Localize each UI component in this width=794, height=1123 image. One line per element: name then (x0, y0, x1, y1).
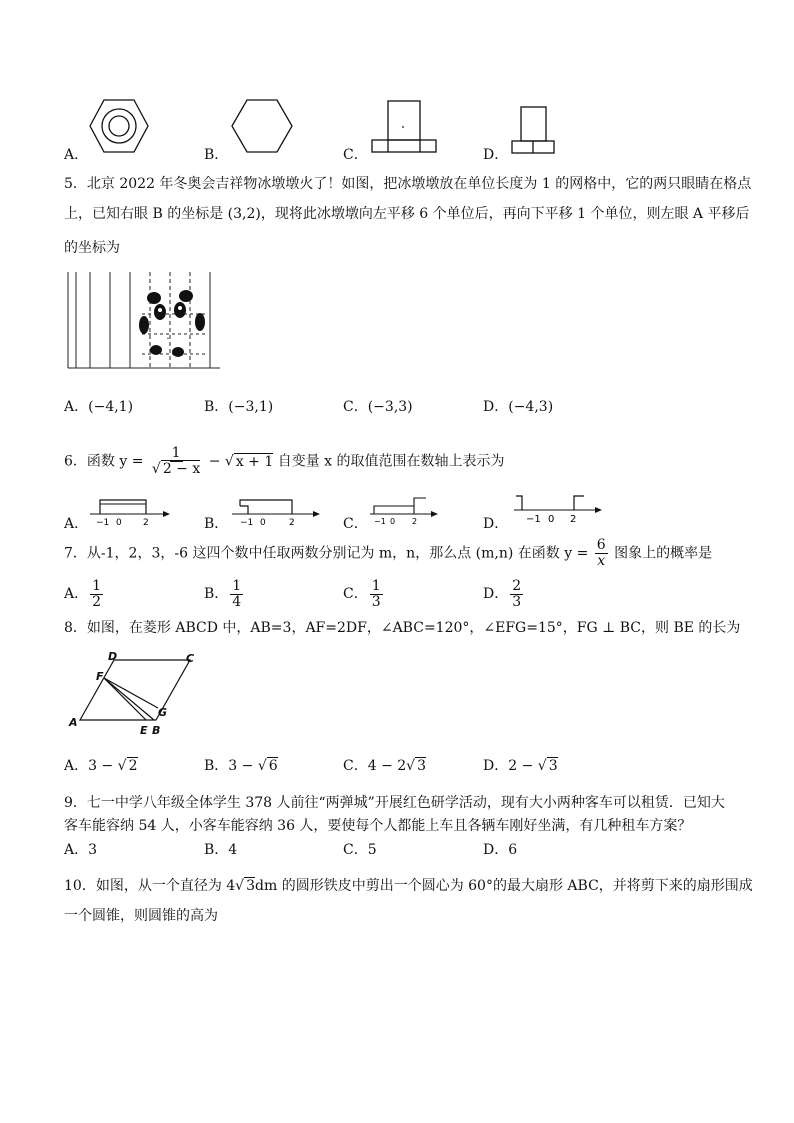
q4-option-b-label: B． (204, 147, 229, 163)
q9-option-b-value: 4 (228, 842, 238, 858)
q8-option-d-pre: 2 − (508, 758, 538, 774)
q6-text: 6．函数 y = $\frac{1}{√ 2 - x}$ − √ x + 1 自变量 x 的取值范围在数轴上表示为 (64, 445, 505, 477)
q6-b-tick-2: 2 (289, 518, 295, 528)
q7-suffix: 图象上的概率是 (614, 545, 713, 562)
panda-icon (139, 290, 205, 357)
q7-option-c-den: 3 (371, 593, 381, 610)
q9-option-a-label: A． (64, 842, 89, 858)
q6-d-tick-neg1: −1 (526, 514, 541, 525)
q10-post: dm 的圆形铁皮中剪出一个圆心为 60°的最大扇形 ABC，并将剪下来的扇形围成 (255, 878, 753, 894)
q8-label-b: B (152, 724, 161, 737)
q8-label-f: F (96, 670, 104, 683)
q7-option-a-den: 2 (92, 593, 102, 610)
q7-option-d-label: D． (483, 586, 509, 602)
q8-option-b-rad: 6 (268, 758, 278, 774)
q8-text: 8．如图，在菱形 ABCD 中，AB=3，AF=2DF，∠ABC=120°，∠EFG=15°，FG ⊥ BC，则 BE 的长为 (64, 620, 741, 636)
q6-option-b-label: B． (204, 516, 229, 532)
q7-option-c-num: 1 (371, 577, 381, 594)
q7-fraction (595, 538, 608, 569)
q6-d-tick-2: 2 (570, 514, 577, 525)
q8-option-d-rad: 3 (548, 758, 558, 774)
q6-d-tick-0: 0 (548, 514, 555, 525)
q4-option-c-label: C． (343, 147, 368, 163)
q7-option-d-den: 3 (512, 593, 522, 610)
q6-a-tick-2: 2 (143, 518, 149, 528)
q5-option-d-label: D． (483, 399, 509, 415)
q9-option-b-label: B． (204, 842, 229, 858)
q6-sqrt-content: x + 1 (235, 453, 274, 470)
q10-pre: 10．如图，从一个直径为 4 (64, 878, 236, 894)
q4-option-a-figure (88, 97, 150, 155)
q6-suffix: 自变量 x 的取值范围在数轴上表示为 (277, 453, 505, 470)
q5-option-b-value: (−3,1) (228, 399, 274, 415)
q7-prefix: 7．从-1，2，3，-6 这四个数中任取两数分别记为 m，n，那么点 (m,n) 在函数 y = (64, 545, 589, 562)
q6-prefix: 6．函数 y = (64, 453, 144, 470)
q6-frac-den: 2 − x (162, 461, 201, 477)
q6-option-c-label: C． (343, 516, 368, 532)
q8-option-c-rad: 3 (417, 758, 427, 774)
q7-option-b-label: B． (204, 586, 229, 602)
q6-option-d-numberline (512, 492, 604, 526)
q8-label-c: C (186, 652, 195, 665)
q5-option-a-label: A． (64, 399, 89, 415)
q8-option-d-label: D． (483, 758, 509, 774)
q6-minus: − (208, 453, 221, 470)
q8-rhombus-figure (66, 648, 212, 738)
q9-text-line-2: 客车能容纳 54 人，小客车能容纳 36 人，要使每个人都能上车且各辆车刚好坐满，有几种租车方案？ (64, 818, 692, 834)
q4-option-d-figure (508, 103, 558, 155)
q7-text (64, 538, 734, 569)
q5-option-a-value: (−4,1) (88, 399, 134, 415)
q9-text-line-1: 9．七一中学八年级全体学生 378 人前往“两弹城”开展红色研学活动，现有大小两种客车可以租赁．已知大 (64, 795, 725, 811)
q5-grid-figure (66, 270, 222, 370)
q6-a-tick-neg1: −1 (96, 518, 110, 528)
q7-frac-den: x (597, 553, 606, 569)
q9-option-c-label: C． (343, 842, 368, 858)
q7-option-d-num: 2 (512, 577, 522, 594)
q7-option-b-den: 4 (232, 593, 242, 610)
q6-option-c-numberline (368, 494, 440, 528)
q5-option-c-value: (−3,3) (367, 399, 413, 415)
q8-option-a-label: A． (64, 758, 89, 774)
q6-option-b-numberline (230, 494, 322, 528)
q8-option-a-rad: 2 (128, 758, 138, 774)
q6-c-tick-neg1: −1 (374, 517, 386, 526)
q5-option-d-value: (−4,3) (508, 399, 554, 415)
q8-label-d: D (108, 650, 118, 663)
q6-option-d-label: D． (483, 516, 509, 532)
q5-option-b-label: B． (204, 399, 229, 415)
q8-label-a: A (69, 716, 78, 729)
q4-option-a-label: A． (64, 147, 89, 163)
q6-option-a-label: A． (64, 516, 89, 532)
q10-rad: 3 (246, 878, 256, 894)
q8-option-c-pre: 4 − 2 (367, 758, 407, 774)
q7-option-b-num: 1 (232, 577, 242, 594)
q7-option-c-label: C． (343, 586, 368, 602)
q7-frac-num: 6 (596, 537, 606, 553)
q5-text-line-2: 上，已知右眼 B 的坐标是 (3,2)，现将此冰墩墩向左平移 6 个单位后，再向下平移 1 个单位，则左眼 A 平移后 (64, 206, 750, 222)
q4-option-b-figure (230, 97, 294, 155)
q5-text-line-3: 的坐标为 (64, 240, 120, 256)
q6-b-tick-neg1: −1 (240, 518, 254, 528)
q10-text-line-1: 10．如图，从一个直径为 4√ 3dm 的圆形铁皮中剪出一个圆心为 60°的最大扇形 ABC，并将剪下来的扇形围成 (64, 878, 753, 894)
q8-option-c-label: C． (343, 758, 368, 774)
q5-figure-mark: · (166, 334, 170, 345)
q9-option-c-value: 5 (367, 842, 377, 858)
q4-option-c-figure (368, 99, 440, 155)
q4-option-d-label: D． (483, 147, 509, 163)
q5-text-line-1: 5．北京 2022 年冬奥会吉祥物冰墩墩火了！如图，把冰墩墩放在单位长度为 1 的网格中，它的两只眼睛在格点 (64, 176, 752, 192)
q8-label-e: E (140, 724, 148, 737)
q6-option-a-numberline (88, 494, 172, 528)
q6-c-tick-2: 2 (412, 517, 418, 526)
q10-text-line-2: 一个圆锥，则圆锥的高为 (64, 908, 218, 924)
q9-option-d-value: 6 (508, 842, 518, 858)
q8-option-b-label: B． (204, 758, 229, 774)
q7-option-a-num: 1 (92, 577, 102, 594)
q6-c-tick-0: 0 (390, 517, 396, 526)
q4-options (0, 95, 794, 165)
q8-option-a-pre: 3 − (88, 758, 118, 774)
q6-fraction: $\frac{1}{√ 2 - x}$ (151, 445, 201, 477)
q8-label-g: G (158, 706, 168, 719)
q9-option-d-label: D． (483, 842, 509, 858)
q6-b-tick-0: 0 (260, 518, 266, 528)
q6-frac-num: 1 (171, 445, 181, 461)
q9-option-a-value: 3 (88, 842, 98, 858)
q7-option-a-label: A． (64, 586, 89, 602)
q8-option-b-pre: 3 − (228, 758, 258, 774)
q6-a-tick-0: 0 (116, 518, 122, 528)
q5-option-c-label: C． (343, 399, 368, 415)
